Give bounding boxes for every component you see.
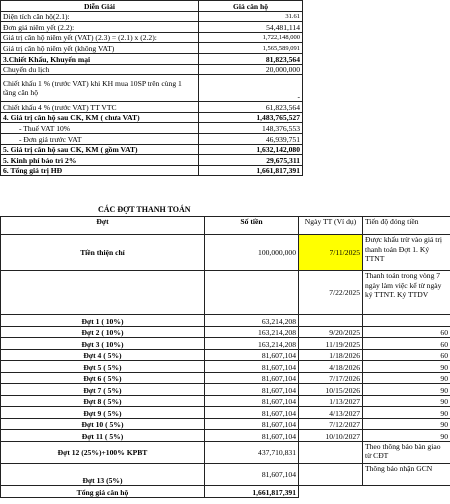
payment-date[interactable]: 10/15/2026 xyxy=(299,384,363,396)
payment-row xyxy=(1,395,450,407)
payments-table xyxy=(0,216,450,498)
summary-label[interactable]: Chiết khấu 4 % (trước VAT) TT VTC xyxy=(1,102,199,113)
payment-dot[interactable]: Đợt 2 ( 10%) xyxy=(1,326,205,338)
payment-row xyxy=(1,372,450,384)
payment-amount[interactable]: 163,214,208 xyxy=(205,338,299,350)
summary-value[interactable]: 46,939,751 xyxy=(199,133,303,144)
payment-days[interactable]: 90 xyxy=(363,395,450,407)
payment-days[interactable]: 90 xyxy=(363,407,450,419)
payment-date[interactable]: 7/11/2025 xyxy=(299,235,363,271)
summary-label[interactable]: 5. Kinh phí bảo trì 2% xyxy=(1,155,199,166)
payment-note[interactable]: Theo thông báo bàn giao từ CĐT xyxy=(363,441,450,463)
payment-row xyxy=(1,441,450,463)
summary-label[interactable]: 6. Tổng giá trị HĐ xyxy=(1,165,199,176)
payment-date[interactable]: 4/18/2026 xyxy=(299,361,363,373)
payment-dot[interactable]: Đợt 3 ( 10%) xyxy=(1,338,205,350)
summary-row xyxy=(1,32,303,43)
summary-label[interactable]: Chuyển du lịch xyxy=(1,64,199,75)
header-ngay-tt[interactable]: Ngày TT (Ví dụ) xyxy=(299,217,363,235)
summary-table xyxy=(0,0,303,176)
payment-row xyxy=(1,418,450,430)
summary-header-row xyxy=(1,1,303,12)
summary-value[interactable]: 148,376,553 xyxy=(199,123,303,134)
summary-label[interactable]: Diện tích căn hộ(2.1): xyxy=(1,11,199,22)
summary-label[interactable]: 3.Chiết Khấu, Khuyến mại xyxy=(1,53,199,64)
payment-amount[interactable]: 81,607,104 xyxy=(205,463,299,485)
payment-dot[interactable]: Đợt 7 ( 5%) xyxy=(1,384,205,396)
payment-row xyxy=(1,384,450,396)
header-tien-do[interactable]: Tiến độ đóng tiền xyxy=(363,217,450,235)
summary-value[interactable]: 1,632,142,080 xyxy=(199,144,303,155)
payment-date[interactable]: 7/22/2025 xyxy=(299,271,363,315)
total-label[interactable]: Tổng giá căn hộ xyxy=(1,485,205,497)
payment-amount[interactable]: 163,214,208 xyxy=(205,326,299,338)
summary-label[interactable]: Giá trị căn hộ niêm yết (không VAT) xyxy=(1,43,199,54)
payment-dot[interactable]: Đợt 12 (25%)+100% KPBT xyxy=(1,441,205,463)
summary-value[interactable]: 81,823,564 xyxy=(199,53,303,64)
payment-date[interactable]: 11/19/2025 xyxy=(299,338,363,350)
summary-label[interactable]: - Đơn giá trước VAT xyxy=(1,133,199,144)
payment-days[interactable]: 90 xyxy=(363,384,450,396)
payment-date[interactable] xyxy=(299,315,363,327)
payment-amount[interactable]: 81,607,104 xyxy=(205,349,299,361)
summary-label[interactable]: 4. Giá trị căn hộ sau CK, KM ( chưa VAT) xyxy=(1,112,199,123)
payment-amount[interactable]: 81,607,104 xyxy=(205,418,299,430)
summary-label[interactable]: 5. Giá trị căn hộ sau CK, KM ( gồm VAT) xyxy=(1,144,199,155)
payment-dot[interactable]: Đợt 5 ( 5%) xyxy=(1,361,205,373)
payment-days[interactable] xyxy=(363,315,450,327)
summary-row xyxy=(1,22,303,33)
payment-days[interactable]: 90 xyxy=(363,372,450,384)
header-so-tien[interactable]: Số tiền xyxy=(205,217,299,235)
payment-dot[interactable]: Đợt 9 ( 5%) xyxy=(1,407,205,419)
payment-row xyxy=(1,430,450,442)
payment-row xyxy=(1,326,450,338)
payment-dot[interactable] xyxy=(1,271,205,315)
payment-days[interactable]: 90 xyxy=(363,418,450,430)
payment-dot[interactable]: Đợt 6 ( 5%) xyxy=(1,372,205,384)
summary-row xyxy=(1,112,303,123)
summary-row xyxy=(1,64,303,75)
summary-label[interactable]: - Thuế VAT 10% xyxy=(1,123,199,134)
summary-label[interactable]: Giá trị căn hộ niêm yết (VAT) (2.3) = (2.1) x (2.2): xyxy=(1,32,199,43)
payment-note[interactable]: Thông báo nhận GCN xyxy=(363,463,450,485)
payment-amount[interactable]: 81,607,104 xyxy=(205,395,299,407)
summary-row xyxy=(1,53,303,64)
payment-date[interactable]: 1/13/2027 xyxy=(299,395,363,407)
payment-row xyxy=(1,271,450,315)
payment-note[interactable]: Thanh toán trong vòng 7 ngày làm việc kể từ ngày ký TTNT. Ký TTDV xyxy=(363,271,450,315)
summary-label[interactable]: Chiết khấu 1 % (trước VAT) khi KH mua 10SP trên cùng 1 tầng căn hộ xyxy=(1,75,199,102)
payment-amount[interactable] xyxy=(205,271,299,315)
total-row xyxy=(1,485,450,497)
summary-row xyxy=(1,43,303,54)
payment-days[interactable]: 60 xyxy=(363,326,450,338)
payment-amount[interactable]: 81,607,104 xyxy=(205,384,299,396)
summary-value[interactable]: 1,722,148,000 xyxy=(199,32,303,43)
payment-row xyxy=(1,315,450,327)
summary-value[interactable]: 54,481,114 xyxy=(199,22,303,33)
payments-header-row xyxy=(1,217,450,235)
payment-date[interactable]: 4/13/2027 xyxy=(299,407,363,419)
payment-dot[interactable]: Tiền thiện chí xyxy=(1,235,205,271)
payment-dot[interactable]: Đợt 11 ( 5%) xyxy=(1,430,205,442)
summary-value[interactable]: 61,823,564 xyxy=(199,102,303,113)
payment-amount[interactable]: 81,607,104 xyxy=(205,430,299,442)
summary-row xyxy=(1,102,303,113)
summary-row xyxy=(1,75,303,102)
summary-value[interactable]: 20,000,000 xyxy=(199,64,303,75)
payment-row xyxy=(1,235,450,271)
header-dien-giai[interactable]: Diễn Giải xyxy=(1,1,199,12)
payment-days[interactable]: 90 xyxy=(363,361,450,373)
payment-note[interactable]: Được khấu trừ vào giá trị thanh toán Đợt 1. Ký TTNT xyxy=(363,235,450,271)
payment-amount[interactable]: 437,710,831 xyxy=(205,441,299,463)
summary-row xyxy=(1,165,303,176)
payment-dot[interactable]: Đợt 1 ( 10%) xyxy=(1,315,205,327)
summary-row xyxy=(1,11,303,22)
payment-date[interactable]: 9/20/2025 xyxy=(299,326,363,338)
payment-dot[interactable]: Đợt 13 (5%) xyxy=(1,463,205,485)
payment-date[interactable] xyxy=(299,441,363,463)
payment-date[interactable] xyxy=(299,463,363,485)
summary-value[interactable]: 1,483,765,527 xyxy=(199,112,303,123)
payment-amount[interactable]: 63,214,208 xyxy=(205,315,299,327)
empty-cell xyxy=(299,485,363,497)
header-dot[interactable]: Đợt xyxy=(1,217,205,235)
payment-date[interactable]: 10/10/2027 xyxy=(299,430,363,442)
summary-row xyxy=(1,123,303,134)
payment-row xyxy=(1,463,450,485)
payment-amount[interactable]: 81,607,104 xyxy=(205,372,299,384)
payment-dot[interactable]: Đợt 10 ( 5%) xyxy=(1,418,205,430)
summary-value[interactable]: 1,565,589,091 xyxy=(199,43,303,54)
payment-amount[interactable]: 81,607,104 xyxy=(205,407,299,419)
payment-days[interactable]: 60 xyxy=(363,338,450,350)
payment-date[interactable]: 1/18/2026 xyxy=(299,349,363,361)
total-value[interactable]: 1,661,817,391 xyxy=(205,485,299,497)
summary-row xyxy=(1,133,303,144)
summary-value[interactable]: 29,675,311 xyxy=(199,155,303,166)
summary-label[interactable]: Đơn giá niêm yết (2.2): xyxy=(1,22,199,33)
payment-days[interactable]: 60 xyxy=(363,349,450,361)
payment-date[interactable]: 7/17/2026 xyxy=(299,372,363,384)
payments-title: CÁC ĐỢT THANH TOÁN xyxy=(98,205,191,214)
header-gia-can-ho[interactable]: Giá căn hộ xyxy=(199,1,303,12)
payment-row xyxy=(1,349,450,361)
payment-row xyxy=(1,338,450,350)
summary-row xyxy=(1,144,303,155)
payment-row xyxy=(1,407,450,419)
payment-days[interactable]: 90 xyxy=(363,430,450,442)
summary-row xyxy=(1,155,303,166)
summary-value[interactable]: 1,661,817,391 xyxy=(199,165,303,176)
payment-dot[interactable]: Đợt 8 ( 5%) xyxy=(1,395,205,407)
payment-amount[interactable]: 100,000,000 xyxy=(205,235,299,271)
empty-cell xyxy=(363,485,450,497)
payment-date[interactable]: 7/12/2027 xyxy=(299,418,363,430)
payment-dot[interactable]: Đợt 4 ( 5%) xyxy=(1,349,205,361)
summary-value[interactable]: - xyxy=(199,75,303,102)
payment-row xyxy=(1,361,450,373)
summary-value[interactable]: 31.61 xyxy=(199,11,303,22)
payment-amount[interactable]: 81,607,104 xyxy=(205,361,299,373)
